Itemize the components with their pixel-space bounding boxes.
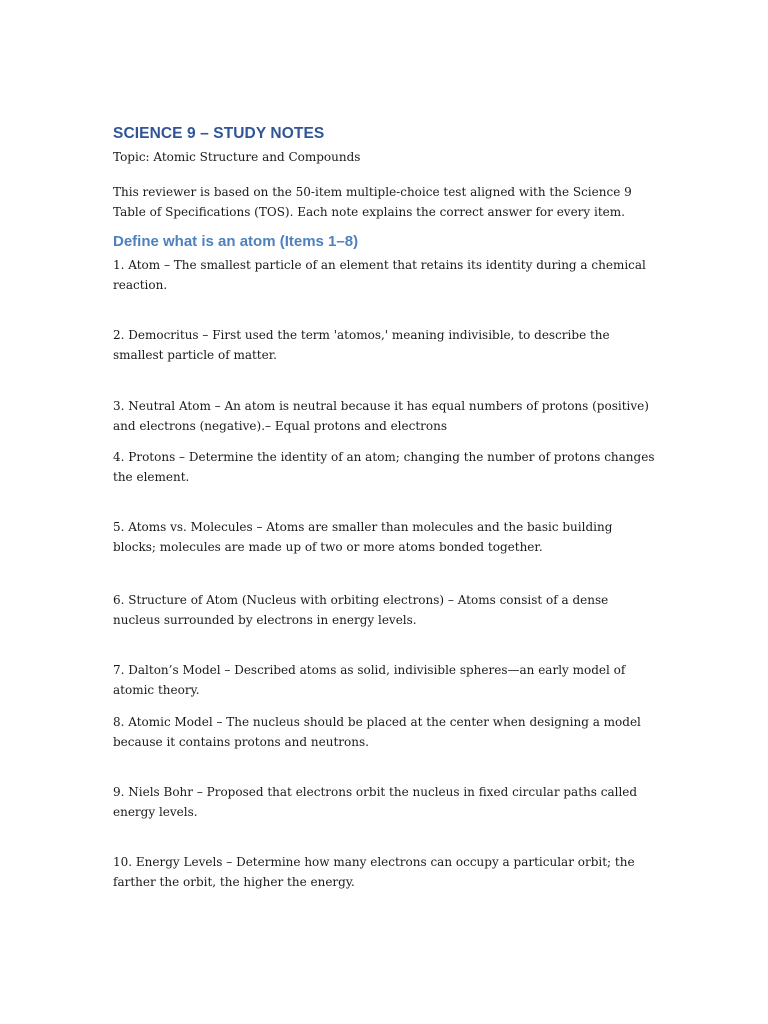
note-item-1: 1. Atom – The smallest particle of an element that retains its identity during a chemical reaction.	[113, 258, 646, 292]
note-item-8: 8. Atomic Model – The nucleus should be placed at the center when designing a model because it contains protons and neutrons.	[113, 715, 641, 749]
note-item-4: 4. Protons – Determine the identity of an atom; changing the number of protons changes the element.	[113, 450, 655, 484]
note-item-5: 5. Atoms vs. Molecules – Atoms are smaller than molecules and the basic building blocks; molecules are made up of two or more atoms bonded together.	[113, 520, 613, 554]
note-item-10: 10. Energy Levels – Determine how many electrons can occupy a particular orbit; the farther the orbit, the higher the energy.	[113, 855, 635, 889]
note-item-3: 3. Neutral Atom – An atom is neutral because it has equal numbers of protons (positive) and electrons (negative).– Equal protons and electrons	[113, 399, 649, 433]
note-item-6: 6. Structure of Atom (Nucleus with orbiting electrons) – Atoms consist of a dense nucleus surrounded by electrons in energy levels.	[113, 593, 609, 627]
intro-paragraph: This reviewer is based on the 50-item multiple-choice test aligned with the Science 9 Table of Specifications (TOS). Each note explains the correct answer for every item.	[113, 185, 632, 219]
document-page	[113, 0, 658, 1024]
note-item-9: 9. Niels Bohr – Proposed that electrons orbit the nucleus in fixed circular paths called energy levels.	[113, 785, 638, 819]
topic-line: Topic: Atomic Structure and Compounds	[113, 150, 361, 164]
note-item-7: 7. Dalton’s Model – Described atoms as solid, indivisible spheres—an early model of atomic theory.	[113, 663, 626, 697]
document-title: SCIENCE 9 – STUDY NOTES	[113, 125, 325, 142]
section-heading: Define what is an atom (Items 1–8)	[113, 233, 359, 250]
note-item-2: 2. Democritus – First used the term 'atomos,' meaning indivisible, to describe the smallest particle of matter.	[113, 328, 610, 362]
